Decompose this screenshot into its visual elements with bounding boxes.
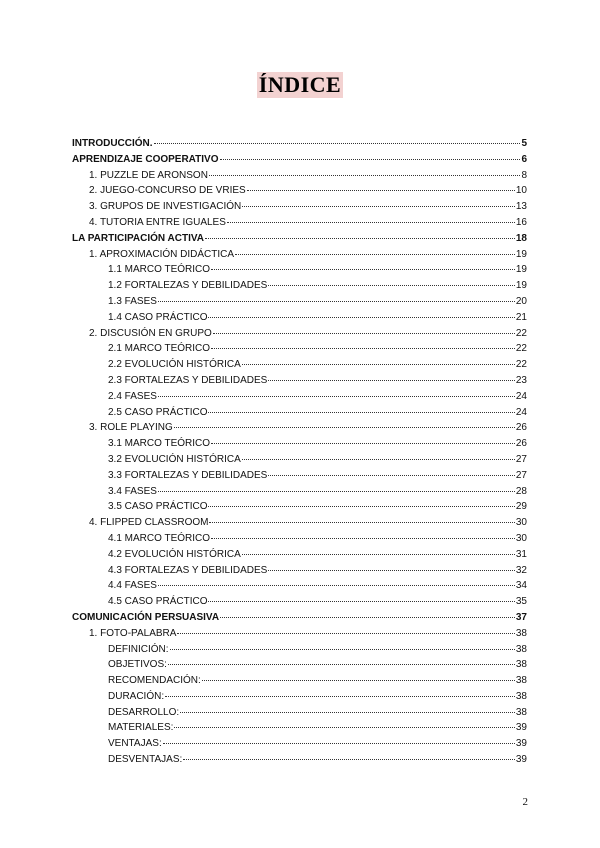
toc-entry-title: 2. JUEGO-CONCURSO DE VRIES: [89, 185, 246, 197]
toc-entry-title: 4.5 CASO PRÁCTICO: [108, 596, 208, 608]
toc-entry-title: VENTAJAS:: [108, 738, 162, 750]
toc-entry-title: 2.1 MARCO TEÓRICO: [108, 343, 211, 355]
dot-leader: [205, 238, 515, 239]
toc-entry[interactable]: [72, 517, 527, 533]
toc-entry-page: 38: [515, 643, 527, 655]
toc-entry-page: 38: [515, 690, 527, 702]
toc-entry[interactable]: [72, 644, 527, 660]
page-title: ÍNDICE: [258, 72, 342, 97]
toc-entry[interactable]: [72, 233, 527, 249]
toc-entry[interactable]: [72, 675, 527, 691]
toc-entry-title: LA PARTICIPACIÓN ACTIVA: [72, 232, 205, 244]
toc-entry[interactable]: [72, 486, 527, 502]
toc-entry-page: 39: [515, 754, 527, 766]
toc-entry-title: 3.5 CASO PRÁCTICO: [108, 501, 208, 513]
toc-entry[interactable]: [72, 217, 527, 233]
dot-leader: [208, 506, 514, 507]
dot-leader: [208, 601, 514, 602]
toc-entry-title: 3.2 EVOLUCIÓN HISTÓRICA: [108, 453, 241, 465]
toc-entry-page: 28: [515, 485, 527, 497]
toc-entry-title: 3.4 FASES: [108, 485, 157, 497]
toc-entry-page: 39: [515, 738, 527, 750]
toc-entry-title: OBJETIVOS:: [108, 659, 167, 671]
dot-leader: [220, 617, 515, 618]
dot-leader: [211, 269, 515, 270]
toc-entry-page: 5: [521, 138, 527, 149]
toc-entry[interactable]: [72, 470, 527, 486]
toc-entry[interactable]: [72, 454, 527, 470]
toc-entry-title: DESARROLLO:: [108, 706, 180, 718]
toc-entry-page: 38: [515, 659, 527, 671]
dot-leader: [158, 585, 515, 586]
toc-entry[interactable]: [72, 249, 527, 265]
toc-entry-title: 1. APROXIMACIÓN DIDÁCTICA: [89, 248, 235, 260]
toc-entry[interactable]: [72, 201, 527, 217]
toc-entry[interactable]: [72, 754, 527, 770]
toc-entry[interactable]: [72, 154, 527, 170]
toc-entry-page: 19: [515, 280, 527, 292]
toc-entry-title: 1. FOTO-PALABRA: [89, 627, 177, 639]
toc-entry-page: 23: [515, 374, 527, 386]
toc-entry[interactable]: [72, 738, 527, 754]
toc-entry-page: 38: [515, 706, 527, 718]
toc-entry-page: 35: [515, 596, 527, 608]
toc-entry[interactable]: [72, 359, 527, 375]
toc-entry-page: 22: [515, 359, 527, 371]
toc-entry[interactable]: [72, 691, 527, 707]
toc-entry[interactable]: [72, 565, 527, 581]
toc-entry[interactable]: [72, 343, 527, 359]
toc-entry-page: 16: [515, 216, 527, 228]
dot-leader: [242, 459, 515, 460]
toc-entry-page: 26: [515, 438, 527, 450]
toc-entry-page: 30: [515, 517, 527, 529]
table-of-contents: [72, 138, 527, 770]
dot-leader: [209, 175, 521, 176]
toc-entry-title: 4.1 MARCO TEÓRICO: [108, 532, 211, 544]
toc-entry-title: 1.4 CASO PRÁCTICO: [108, 311, 208, 323]
toc-entry-title: DEFINICIÓN:: [108, 643, 169, 655]
toc-entry-title: 3. ROLE PLAYING: [89, 422, 173, 434]
toc-entry-page: 30: [515, 532, 527, 544]
dot-leader: [165, 696, 515, 697]
dot-leader: [183, 759, 515, 760]
toc-entry[interactable]: [72, 328, 527, 344]
page-number: 2: [522, 796, 528, 808]
toc-entry-title: APRENDIZAJE COOPERATIVO: [72, 153, 219, 165]
toc-entry-page: 27: [515, 469, 527, 481]
toc-entry-page: 29: [515, 501, 527, 513]
toc-entry-page: 24: [515, 406, 527, 418]
toc-entry-page: 8: [521, 169, 527, 181]
toc-entry[interactable]: [72, 391, 527, 407]
index-title-container: [0, 72, 600, 98]
toc-entry-page: 38: [515, 627, 527, 639]
toc-entry-title: 4.4 FASES: [108, 580, 157, 592]
toc-entry[interactable]: [72, 138, 527, 154]
toc-entry-title: 1.2 FORTALEZAS Y DEBILIDADES: [108, 280, 268, 292]
dot-leader: [211, 443, 515, 444]
toc-entry-page: 24: [515, 390, 527, 402]
dot-leader: [213, 333, 515, 334]
dot-leader: [202, 680, 515, 681]
toc-entry[interactable]: [72, 280, 527, 296]
toc-entry-page: 37: [515, 611, 527, 623]
dot-leader: [209, 522, 514, 523]
toc-entry[interactable]: [72, 659, 527, 675]
dot-leader: [242, 206, 515, 207]
dot-leader: [170, 649, 515, 650]
toc-entry[interactable]: [72, 375, 527, 391]
toc-entry-title: RECOMENDACIÓN:: [108, 675, 201, 687]
dot-leader: [158, 491, 515, 492]
toc-entry[interactable]: [72, 264, 527, 280]
toc-entry-title: COMUNICACIÓN PERSUASIVA: [72, 611, 220, 623]
toc-entry-title: 2.2 EVOLUCIÓN HISTÓRICA: [108, 359, 241, 371]
toc-entry-page: 21: [515, 311, 527, 323]
toc-entry-page: 6: [521, 153, 527, 165]
dot-leader: [247, 190, 515, 191]
dot-leader: [227, 222, 515, 223]
toc-entry-title: 3.3 FORTALEZAS Y DEBILIDADES: [108, 469, 268, 481]
dot-leader: [211, 348, 515, 349]
dot-leader: [242, 554, 515, 555]
toc-entry[interactable]: [72, 185, 527, 201]
dot-leader: [242, 364, 515, 365]
toc-entry[interactable]: [72, 628, 527, 644]
toc-entry-page: 22: [515, 343, 527, 355]
toc-entry[interactable]: [72, 596, 527, 612]
toc-entry-title: 3.1 MARCO TEÓRICO: [108, 438, 211, 450]
dot-leader: [180, 712, 515, 713]
toc-entry-title: MATERIALES:: [108, 722, 174, 734]
dot-leader: [208, 412, 514, 413]
dot-leader: [158, 301, 515, 302]
dot-leader: [268, 570, 515, 571]
toc-entry-page: 27: [515, 453, 527, 465]
dot-leader: [168, 664, 515, 665]
toc-entry-title: DURACIÓN:: [108, 690, 165, 702]
dot-leader: [158, 396, 515, 397]
toc-entry[interactable]: [72, 422, 527, 438]
dot-leader: [235, 254, 515, 255]
toc-entry[interactable]: [72, 296, 527, 312]
toc-entry[interactable]: [72, 170, 527, 186]
toc-entry-title: 4. TUTORIA ENTRE IGUALES: [89, 216, 226, 228]
toc-entry-page: 39: [515, 722, 527, 734]
dot-leader: [268, 475, 515, 476]
toc-entry[interactable]: [72, 533, 527, 549]
toc-entry-title: 2.3 FORTALEZAS Y DEBILIDADES: [108, 374, 268, 386]
toc-entry[interactable]: [72, 549, 527, 565]
toc-entry[interactable]: [72, 580, 527, 596]
toc-entry[interactable]: [72, 612, 527, 628]
dot-leader: [177, 633, 514, 634]
toc-entry-title: DESVENTAJAS:: [108, 754, 183, 766]
toc-entry[interactable]: [72, 438, 527, 454]
toc-entry-page: 38: [515, 675, 527, 687]
dot-leader: [174, 427, 515, 428]
toc-entry-page: 32: [515, 564, 527, 576]
toc-entry-page: 20: [515, 295, 527, 307]
toc-entry-page: 19: [515, 248, 527, 260]
toc-entry-title: 4.3 FORTALEZAS Y DEBILIDADES: [108, 564, 268, 576]
toc-entry-title: 1.1 MARCO TEÓRICO: [108, 264, 211, 276]
dot-leader: [208, 317, 514, 318]
dot-leader: [268, 380, 515, 381]
toc-entry-title: 1. PUZZLE DE ARONSON: [89, 169, 208, 181]
toc-entry[interactable]: [72, 312, 527, 328]
toc-entry-page: 10: [515, 185, 527, 197]
dot-leader: [268, 285, 515, 286]
toc-entry[interactable]: [72, 407, 527, 423]
toc-entry-title: 4.2 EVOLUCIÓN HISTÓRICA: [108, 548, 241, 560]
toc-entry-title: 1.3 FASES: [108, 295, 157, 307]
toc-entry-page: 31: [515, 548, 527, 560]
toc-entry-page: 13: [515, 201, 527, 213]
toc-entry[interactable]: [72, 707, 527, 723]
toc-entry-title: 2.5 CASO PRÁCTICO: [108, 406, 208, 418]
dot-leader: [174, 727, 514, 728]
toc-entry-title: 2. DISCUSIÓN EN GRUPO: [89, 327, 212, 339]
toc-entry-page: 19: [515, 264, 527, 276]
toc-entry-page: 18: [515, 232, 527, 244]
toc-entry-page: 34: [515, 580, 527, 592]
toc-entry-title: 4. FLIPPED CLASSROOM: [89, 517, 209, 529]
toc-entry-page: 26: [515, 422, 527, 434]
dot-leader: [220, 159, 521, 160]
dot-leader: [154, 143, 521, 144]
dot-leader: [211, 538, 515, 539]
toc-entry-title: INTRODUCCIÓN.: [72, 138, 153, 149]
toc-entry-title: 2.4 FASES: [108, 390, 157, 402]
toc-entry-title: 3. GRUPOS DE INVESTIGACIÓN: [89, 201, 242, 213]
dot-leader: [163, 743, 515, 744]
toc-entry[interactable]: [72, 501, 527, 517]
toc-entry-page: 22: [515, 327, 527, 339]
toc-entry[interactable]: [72, 722, 527, 738]
